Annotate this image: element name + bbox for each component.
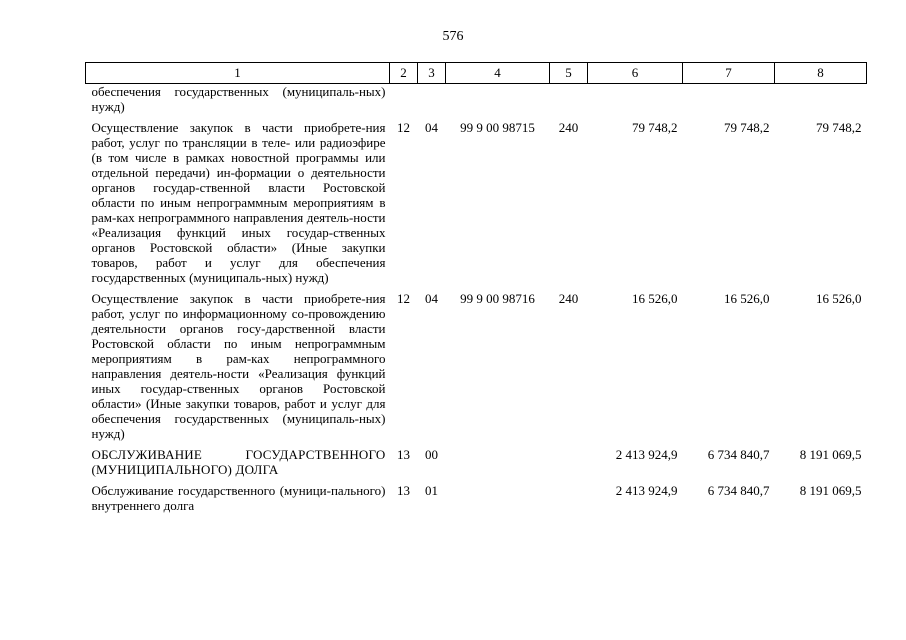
header-col-5: 5 bbox=[550, 63, 588, 84]
row-amount-3: 8 191 069,5 bbox=[799, 447, 862, 462]
table-row bbox=[86, 117, 867, 288]
row-section: 12 bbox=[397, 291, 410, 306]
row-amount-2 bbox=[683, 84, 775, 118]
table-row bbox=[86, 444, 867, 480]
row-amount-3 bbox=[775, 84, 867, 118]
header-col-2: 2 bbox=[390, 63, 418, 84]
header-col-4: 4 bbox=[446, 63, 550, 84]
header-col-6: 6 bbox=[588, 63, 683, 84]
page-number: 576 bbox=[442, 29, 464, 44]
row-expense-type bbox=[550, 480, 588, 516]
row-amount-3: 8 191 069,5 bbox=[799, 483, 862, 498]
row-amount-3: 16 526,0 bbox=[816, 291, 862, 306]
row-name: Осуществление закупок в части приобрете-ния работ, услуг по информационному со-провождению деятельности органов госу-дарственной власти Ростовской области по иным непрограммным мероприятиям в рам-ках непрограммного направления деятель-ности «Реализация функций иных государ-ственных органов Ростовской области» (Иные закупки товаров, работ и услуг для обеспечения государственных (муниципаль-ных) нужд) bbox=[91, 291, 386, 441]
header-col-7: 7 bbox=[683, 63, 775, 84]
row-subsection: 04 bbox=[425, 291, 438, 306]
row-amount-1: 16 526,0 bbox=[632, 291, 678, 306]
row-amount-1: 2 413 924,9 bbox=[615, 447, 678, 462]
row-target-article bbox=[446, 84, 550, 118]
header-col-1: 1 bbox=[86, 63, 390, 84]
header-col-3: 3 bbox=[418, 63, 446, 84]
budget-table bbox=[85, 62, 867, 516]
row-name: ОБСЛУЖИВАНИЕ ГОСУДАРСТВЕННОГО (МУНИЦИПАЛЬНОГО) ДОЛГА bbox=[91, 447, 386, 477]
row-amount-3: 79 748,2 bbox=[816, 120, 862, 135]
row-subsection: 01 bbox=[425, 483, 438, 498]
row-section: 12 bbox=[397, 120, 410, 135]
row-subsection bbox=[418, 84, 446, 118]
row-amount-2: 6 734 840,7 bbox=[707, 447, 770, 462]
row-subsection: 04 bbox=[425, 120, 438, 135]
row-expense-type bbox=[550, 444, 588, 480]
row-target-article: 99 9 00 98716 bbox=[460, 291, 535, 306]
row-expense-type: 240 bbox=[558, 291, 579, 306]
row-expense-type bbox=[550, 84, 588, 118]
row-name: Осуществление закупок в части приобрете-ния работ, услуг по трансляции в теле- или радиоэфире (в том числе в рамках новостной программы или отдельной передачи) ин-формации о деятельности органов государ-ственной власти Ростовской области по иным непрограммным мероприятиям в рам-ках непрограммного направления деятель-ности «Реализация функций иных государ-ственных органов Ростовской области» (Иные закупки товаров, работ и услуг для обеспечения государственных (муниципаль-ных) нужд) bbox=[91, 120, 386, 285]
row-subsection: 00 bbox=[425, 447, 438, 462]
row-target-article bbox=[446, 480, 550, 516]
table-header bbox=[86, 63, 867, 84]
row-amount-1: 2 413 924,9 bbox=[615, 483, 678, 498]
row-amount-2: 79 748,2 bbox=[724, 120, 770, 135]
row-section bbox=[390, 84, 418, 118]
row-target-article: 99 9 00 98715 bbox=[460, 120, 535, 135]
table-body bbox=[86, 84, 867, 517]
table-row bbox=[86, 288, 867, 444]
row-name: Обслуживание государственного (муници-пального) внутреннего долга bbox=[91, 483, 386, 513]
row-target-article bbox=[446, 444, 550, 480]
row-amount-2: 6 734 840,7 bbox=[707, 483, 770, 498]
row-name: обеспечения государственных (муниципаль-ных) нужд) bbox=[91, 84, 386, 114]
header-row bbox=[86, 63, 867, 84]
row-amount-2: 16 526,0 bbox=[724, 291, 770, 306]
row-expense-type: 240 bbox=[558, 120, 579, 135]
table-row bbox=[86, 84, 867, 118]
row-section: 13 bbox=[397, 447, 410, 462]
row-amount-1 bbox=[588, 84, 683, 118]
row-section: 13 bbox=[397, 483, 410, 498]
table-row bbox=[86, 480, 867, 516]
header-col-8: 8 bbox=[775, 63, 867, 84]
row-amount-1: 79 748,2 bbox=[632, 120, 678, 135]
